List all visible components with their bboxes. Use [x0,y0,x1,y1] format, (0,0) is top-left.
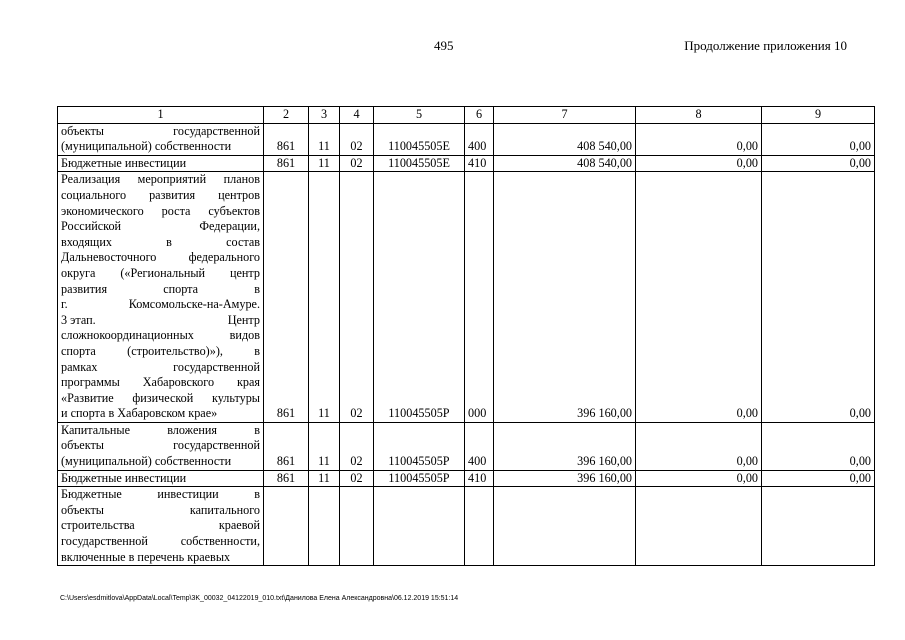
name-word: центр [229,265,260,280]
cell-c3: 11 [309,155,340,172]
cell-c7 [494,487,636,566]
name-line: Бюджетные инвестиции [61,470,187,485]
name-line: экономического роста субъектов [61,203,260,218]
cell-c2: 861 [264,123,309,155]
cell-c6: 410 [465,470,494,487]
name-line: государственной собственности, [61,534,260,549]
row-name-cell [58,172,264,423]
name-word: в [254,422,260,437]
name-word: спорта [61,343,96,358]
name-word: строительства [61,518,135,533]
cell-c7: 408 540,00 [494,123,636,155]
cell-c9: 0,00 [762,172,875,423]
cell-c3: 11 [309,422,340,470]
table-row [58,487,875,566]
name-line: г. Комсомольске-на-Амуре. [61,297,260,312]
name-line [61,172,260,188]
name-word: («Региональный [120,265,206,280]
cell-c4: 02 [340,470,374,487]
name-line: Бюджетные инвестиции [61,155,187,170]
cell-c9: 0,00 [762,123,875,155]
cell-c2 [264,487,309,566]
cell-c8: 0,00 [636,155,762,172]
cell-c5: 110045505Р [374,172,465,423]
cell-c5: 110045505Е [374,123,465,155]
header-row [58,107,875,124]
name-line [61,313,260,329]
footer-path: C:\Users\esdmitlova\AppData\Local\Temp\3K_00032_04122019_010.txt\Данилова Елена Александровна\06.12.2019 15:51:14 [60,595,459,602]
name-word: капитального [189,502,260,517]
table-row [58,422,875,470]
column-header-5: 5 [374,107,465,124]
name-word: мероприятий [137,172,207,187]
table-row [58,155,875,172]
name-line [61,518,260,534]
cell-c9: 0,00 [762,422,875,470]
cell-c8: 0,00 [636,470,762,487]
cell-c3 [309,487,340,566]
cell-c2: 861 [264,470,309,487]
cell-c4 [340,487,374,566]
name-line [61,235,260,251]
table-row [58,470,875,487]
cell-c7: 396 160,00 [494,470,636,487]
row-name-cell [58,487,264,566]
name-line: и спорта в Хабаровском крае» [61,406,218,421]
name-word: округа [61,265,96,280]
cell-c3: 11 [309,172,340,423]
budget-table [57,106,875,566]
cell-c8 [636,487,762,566]
name-word: Российской [61,219,122,234]
continuation-label: Продолжение приложения 10 [684,38,847,53]
name-word: сложнокоординационных [61,328,194,343]
cell-c6: 400 [465,422,494,470]
name-word: Бюджетные [61,487,122,502]
column-header-8: 8 [636,107,762,124]
name-line [61,360,260,376]
column-header-1: 1 [58,107,264,124]
cell-c9: 0,00 [762,155,875,172]
name-word: объекты [61,438,104,453]
name-word: объекты [61,502,104,517]
name-word: входящих [61,234,112,249]
name-line [61,423,260,439]
cell-c7: 408 540,00 [494,155,636,172]
cell-c4: 02 [340,422,374,470]
name-word: Реализация [61,172,121,187]
column-header-9: 9 [762,107,875,124]
name-line [61,124,260,140]
row-name-cell [58,155,264,172]
name-word: (строительство)»), [127,343,223,358]
name-word: Центр [227,312,260,327]
name-line: Дальневосточного федерального [61,250,260,265]
name-word: рамках [61,359,98,374]
column-header-2: 2 [264,107,309,124]
cell-c4: 02 [340,155,374,172]
table-row [58,123,875,155]
name-line [61,487,260,503]
name-word: в [254,281,260,296]
name-word: государственной [173,123,260,138]
cell-c5 [374,487,465,566]
name-line [61,188,260,204]
name-word: планов [223,172,260,187]
cell-c4: 02 [340,172,374,423]
column-header-7: 7 [494,107,636,124]
name-line [61,344,260,360]
cell-c8: 0,00 [636,172,762,423]
name-line: «Развитие физической культуры [61,390,260,405]
name-word: спорта [163,281,199,296]
name-word: социального [61,187,127,202]
table-row [58,172,875,423]
column-header-4: 4 [340,107,374,124]
name-word: 3 этап. [61,312,96,327]
name-line: (муниципальной) собственности [61,139,232,154]
cell-c8: 0,00 [636,123,762,155]
cell-c7: 396 160,00 [494,172,636,423]
name-word: краевой [218,518,260,533]
name-word: государственной [173,359,260,374]
name-word: видов [229,328,260,343]
cell-c8: 0,00 [636,422,762,470]
cell-c6: 410 [465,155,494,172]
column-header-6: 6 [465,107,494,124]
name-word: центров [218,187,260,202]
row-name-cell [58,123,264,155]
name-word: развития [149,187,196,202]
row-name-cell [58,422,264,470]
cell-c2: 861 [264,172,309,423]
cell-c5: 110045505Р [374,422,465,470]
cell-c9: 0,00 [762,470,875,487]
page-number: 495 [434,38,454,53]
name-word: в [254,343,260,358]
cell-c5: 110045505Р [374,470,465,487]
cell-c3: 11 [309,470,340,487]
name-line [61,375,260,391]
cell-c7: 396 160,00 [494,422,636,470]
name-line [61,266,260,282]
name-word: развития [61,281,108,296]
cell-c6: 400 [465,123,494,155]
name-line [61,328,260,344]
name-word: объекты [61,123,104,138]
name-word: государственной [173,438,260,453]
name-word: Федерации, [199,219,260,234]
cell-c9 [762,487,875,566]
name-word: Капитальные [61,422,131,437]
name-word: Хабаровского [142,375,215,390]
cell-c2: 861 [264,422,309,470]
cell-c6: 000 [465,172,494,423]
name-word: в [254,487,260,502]
name-word: вложения [167,422,218,437]
name-word: края [236,375,260,390]
name-line [61,438,260,454]
cell-c3: 11 [309,123,340,155]
name-word: инвестиции [157,487,219,502]
cell-c4: 02 [340,123,374,155]
name-word: программы [61,375,120,390]
name-line [61,282,260,298]
cell-c6 [465,487,494,566]
name-line [61,219,260,235]
name-word: состав [226,234,260,249]
name-line: включенные в перечень краевых [61,549,231,564]
row-name-cell [58,470,264,487]
cell-c2: 861 [264,155,309,172]
name-line [61,503,260,519]
name-word: в [166,234,172,249]
column-header-3: 3 [309,107,340,124]
cell-c5: 110045505Е [374,155,465,172]
name-line: (муниципальной) собственности [61,454,232,469]
